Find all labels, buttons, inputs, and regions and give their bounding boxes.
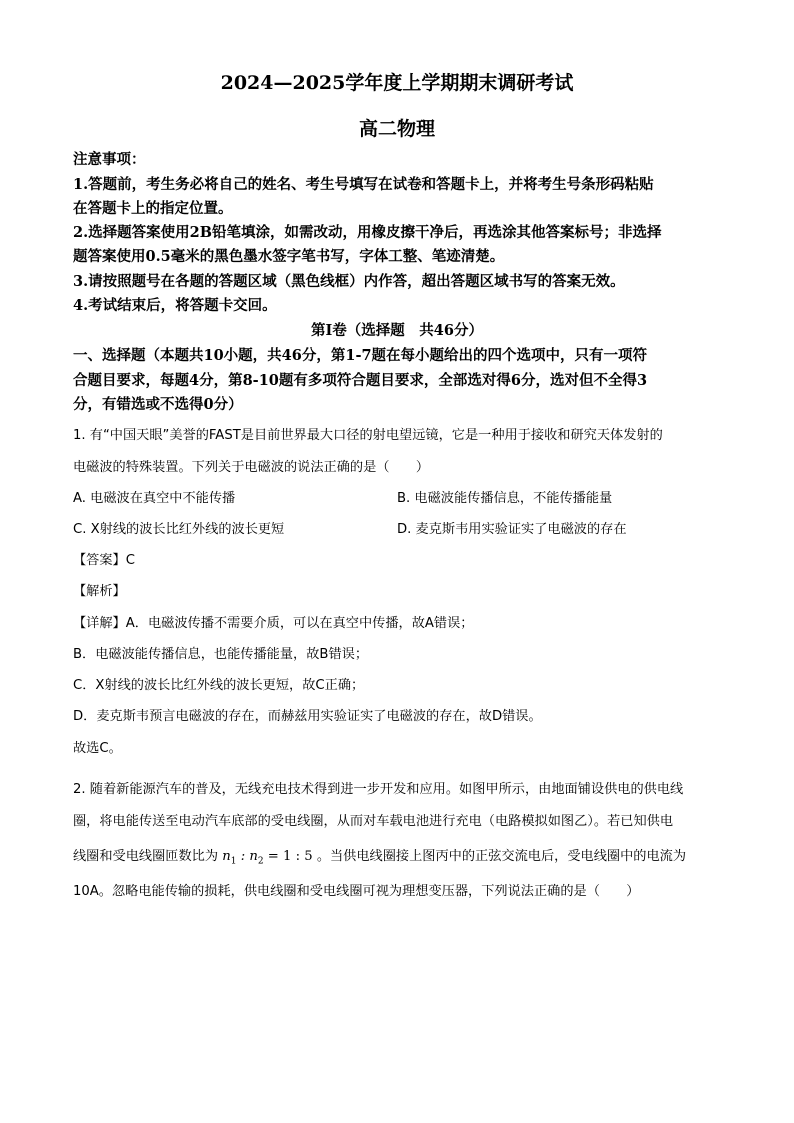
question-2-stem (73, 845, 733, 867)
section-intro-line: 一、选择题（本题共10小题，共46分，第1-7题在每小题给出的四个选项中，只有一项符 (73, 347, 648, 364)
notice-line: 3.请按照题号在各题的答题区域（黑色线框）内作答，超出答题区域书写的答案无效。 (73, 273, 625, 290)
question-1-option-b: B. 电磁波能传播信息，不能传播能量 (397, 491, 613, 506)
exam-subject: 高二物理 (358, 118, 435, 140)
turns-ratio-value: 1 : 5 (283, 849, 313, 864)
question-1-option-d: D. 麦克斯韦用实验证实了电磁波的存在 (397, 522, 627, 537)
question-1-detail: B．电磁波能传播信息，也能传播能量，故B错误； (73, 647, 369, 662)
question-2-stem: 圈，将电能传送至电动汽车底部的受电线圈，从而对车载电池进行充电（电路模拟如图乙）。若已知供电 (73, 814, 674, 829)
section-intro-line: 分，有错选或不选得0分） (73, 396, 243, 413)
section-intro-line: 合题目要求，每题4分，第8-10题有多项符合题目要求，全部选对得6分，选对但不全得3 (73, 372, 648, 389)
question-2-stem: 2. 随着新能源汽车的普及，无线充电技术得到进一步开发和应用。如图甲所示，由地面铺设供电的供电线 (73, 782, 684, 797)
exam-title: 2024—2025学年度上学期期末调研考试 (220, 72, 574, 94)
question-1-analysis-label: 【解析】 (73, 584, 126, 599)
question-1-detail: 故选C。 (73, 741, 122, 756)
notice-line: 题答案使用0.5毫米的黑色墨水签字笔书写，字体工整、笔迹清楚。 (73, 248, 505, 265)
question-1-option-a: A. 电磁波在真空中不能传播 (73, 491, 236, 506)
question-2-text: 。当供电线圈接上图丙中的正弦交流电后，受电线圈中的电流为 (316, 849, 687, 864)
question-2-stem: 10A。忽略电能传输的损耗，供电线圈和受电线圈可视为理想变压器，下列说法正确的是（ ） (73, 884, 640, 899)
question-1-detail: C．X射线的波长比红外线的波长更短，故C正确； (73, 678, 365, 693)
question-1-option-c: C. X射线的波长比红外线的波长更短 (73, 522, 285, 537)
question-1-answer: 【答案】C (73, 553, 135, 568)
question-1-stem: 电磁波的特殊装置。下列关于电磁波的说法正确的是（ ） (73, 460, 430, 475)
turns-ratio-formula: $n_1$ : $n_2 = 1$ : 5 (222, 849, 313, 867)
notice-line: 4.考试结束后，将答题卡交回。 (73, 297, 277, 314)
notice-line: 2.选择题答案使用2B铅笔填涂，如需改动，用橡皮擦干净后，再选涂其他答案标号；非选择 (73, 224, 662, 241)
question-1-stem: 1. 有“中国天眼”美誉的FAST是目前世界最大口径的射电望远镜，它是一种用于接收和研究天体发射的 (73, 428, 663, 443)
section-title: 第Ⅰ卷（选择题 共46分） (311, 322, 483, 339)
notice-line: 1.答题前，考生务必将自己的姓名、考生号填写在试卷和答题卡上，并将考生号条形码粘贴 (73, 176, 654, 193)
question-1-detail: 【详解】A．电磁波传播不需要介质，可以在真空中传播，故A错误； (73, 616, 474, 631)
notice-line: 在答题卡上的指定位置。 (73, 200, 233, 217)
notice-heading: 注意事项： (73, 151, 146, 168)
question-2-text: 线圈和受电线圈匝数比为 (73, 849, 219, 864)
question-1-detail: D．麦克斯韦预言电磁波的存在，而赫兹用实验证实了电磁波的存在，故D错误。 (73, 709, 542, 724)
